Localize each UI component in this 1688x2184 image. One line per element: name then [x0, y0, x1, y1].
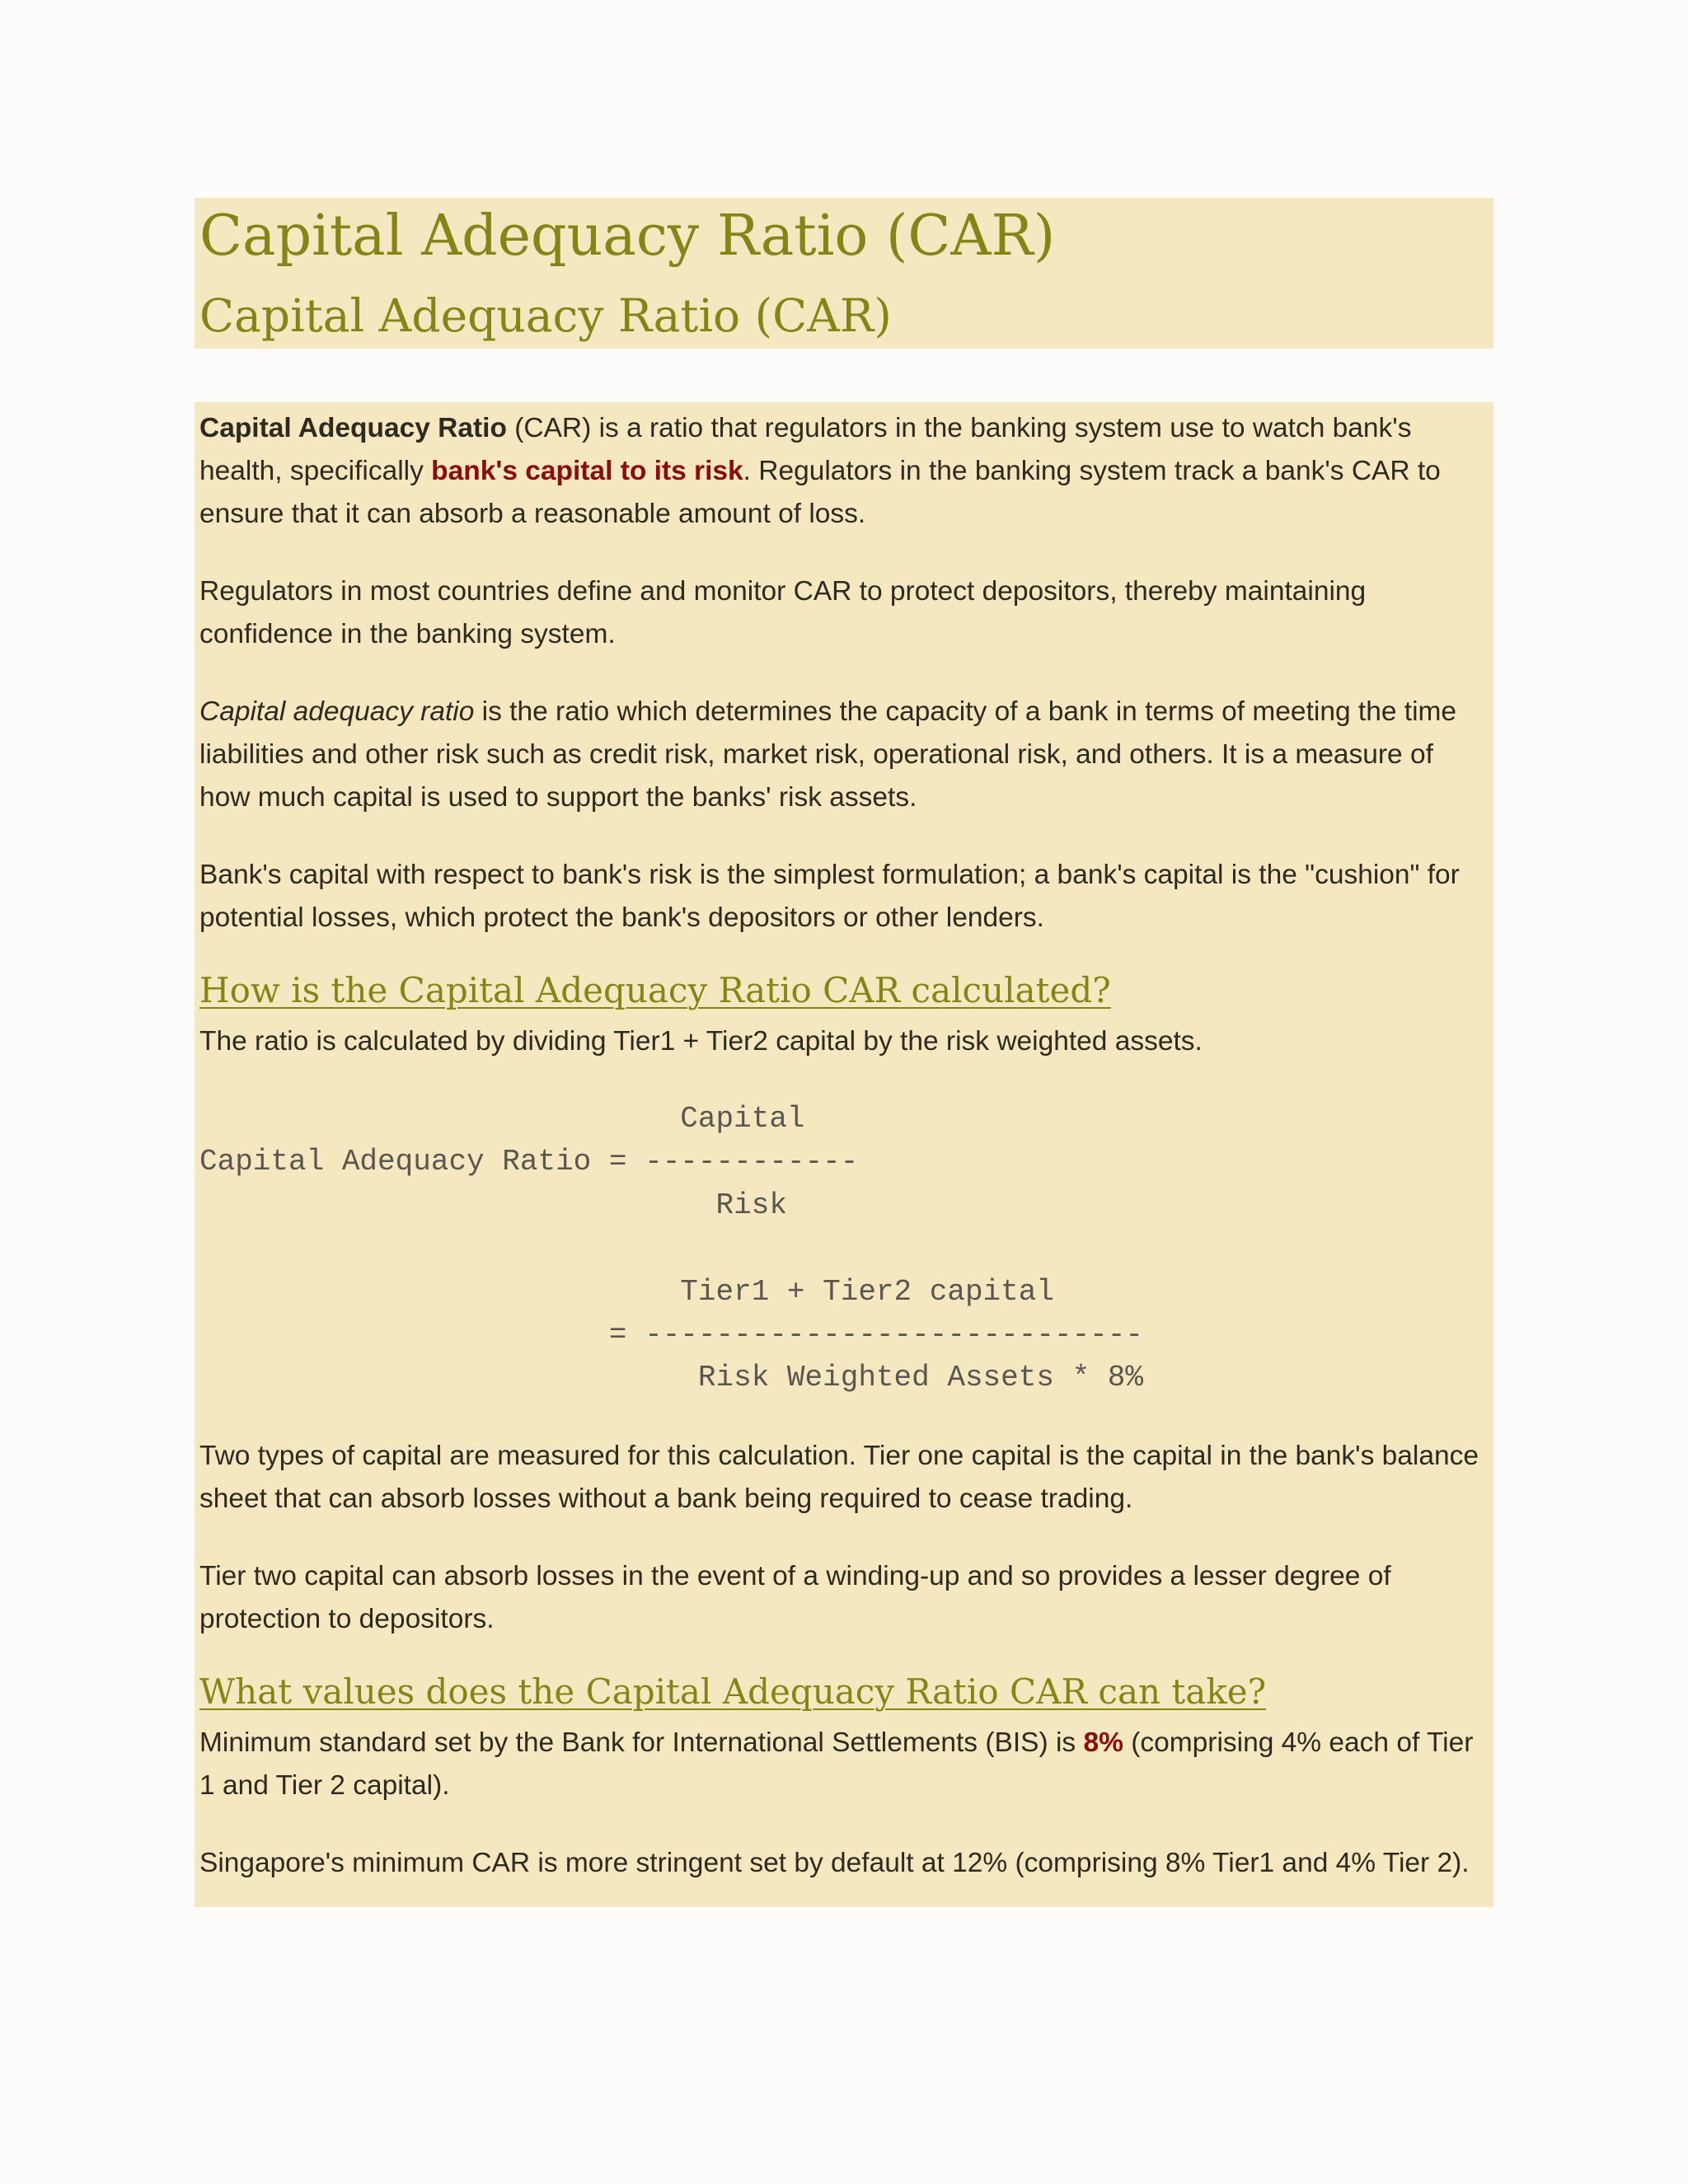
bis-value: 8%	[1083, 1727, 1123, 1758]
bis-paragraph	[195, 1722, 1493, 1807]
article-body	[195, 402, 1493, 1907]
singapore-paragraph: Singapore's minimum CAR is more stringent set by default at 12% (comprising 8% Tier1 and 4% Tier 2).	[199, 1847, 1470, 1878]
bis-text-b: (comprising 4% each of Tier 1 and Tier 2 capital).	[199, 1727, 1474, 1801]
tier1-paragraph: Two types of capital are measured for this calculation. Tier one capital is the capital in the bank's balance sheet that can absorb losses without a bank being required to cease trading.	[199, 1440, 1479, 1514]
bis-text-a: Minimum standard set by the Bank for International Settlements (BIS) is	[199, 1727, 1084, 1758]
page-subtitle: Capital Adequacy Ratio (CAR)	[199, 289, 892, 342]
intro-term: Capital Adequacy Ratio	[199, 413, 507, 443]
definition-term: Capital adequacy ratio	[199, 696, 475, 727]
regulators-paragraph: Regulators in most countries define and monitor CAR to protect depositors, thereby maintaining confidence in the banking system.	[199, 576, 1367, 649]
page-title: Capital Adequacy Ratio (CAR)	[199, 204, 1056, 269]
title-block	[195, 198, 1493, 349]
intro-paragraph	[195, 407, 1493, 536]
calc-intro-paragraph: The ratio is calculated by dividing Tier1 + Tier2 capital by the risk weighted assets.	[199, 1026, 1203, 1057]
tier2-paragraph: Tier two capital can absorb losses in the event of a winding-up and so provides a lesser degree of protection to depositors.	[199, 1560, 1391, 1634]
intro-highlight: bank's capital to its risk	[431, 456, 743, 486]
definition-paragraph	[195, 691, 1493, 819]
cushion-paragraph: Bank's capital with respect to bank's risk is the simplest formulation; a bank's capital is the "cushion" for potential losses, which protect the bank's depositors or other lenders.	[199, 860, 1460, 933]
calc-heading: How is the Capital Adequacy Ratio CAR calculated?	[199, 970, 1111, 1010]
intro-text-b: . Regulators in the banking system track a bank's CAR to ensure that it can absorb a reasonable amount of loss.	[199, 456, 1441, 529]
definition-text: is the ratio which determines the capacity of a bank in terms of meeting the time liabilities and other risk such as credit risk, market risk, operational risk, and others. It is a measure of how much capital is used to support the banks' risk assets.	[199, 696, 1457, 813]
values-heading: What values does the Capital Adequacy Ratio CAR can take?	[199, 1671, 1267, 1712]
intro-text-a: (CAR) is a ratio that regulators in the banking system use to watch bank's health, specifically	[199, 413, 1412, 486]
car-formula: Capital Capital Adequacy Ratio = ------------ Risk Tier1 + Tier2 capital = ---------------------------- Risk Weighted Assets * 8%	[199, 1102, 1143, 1395]
